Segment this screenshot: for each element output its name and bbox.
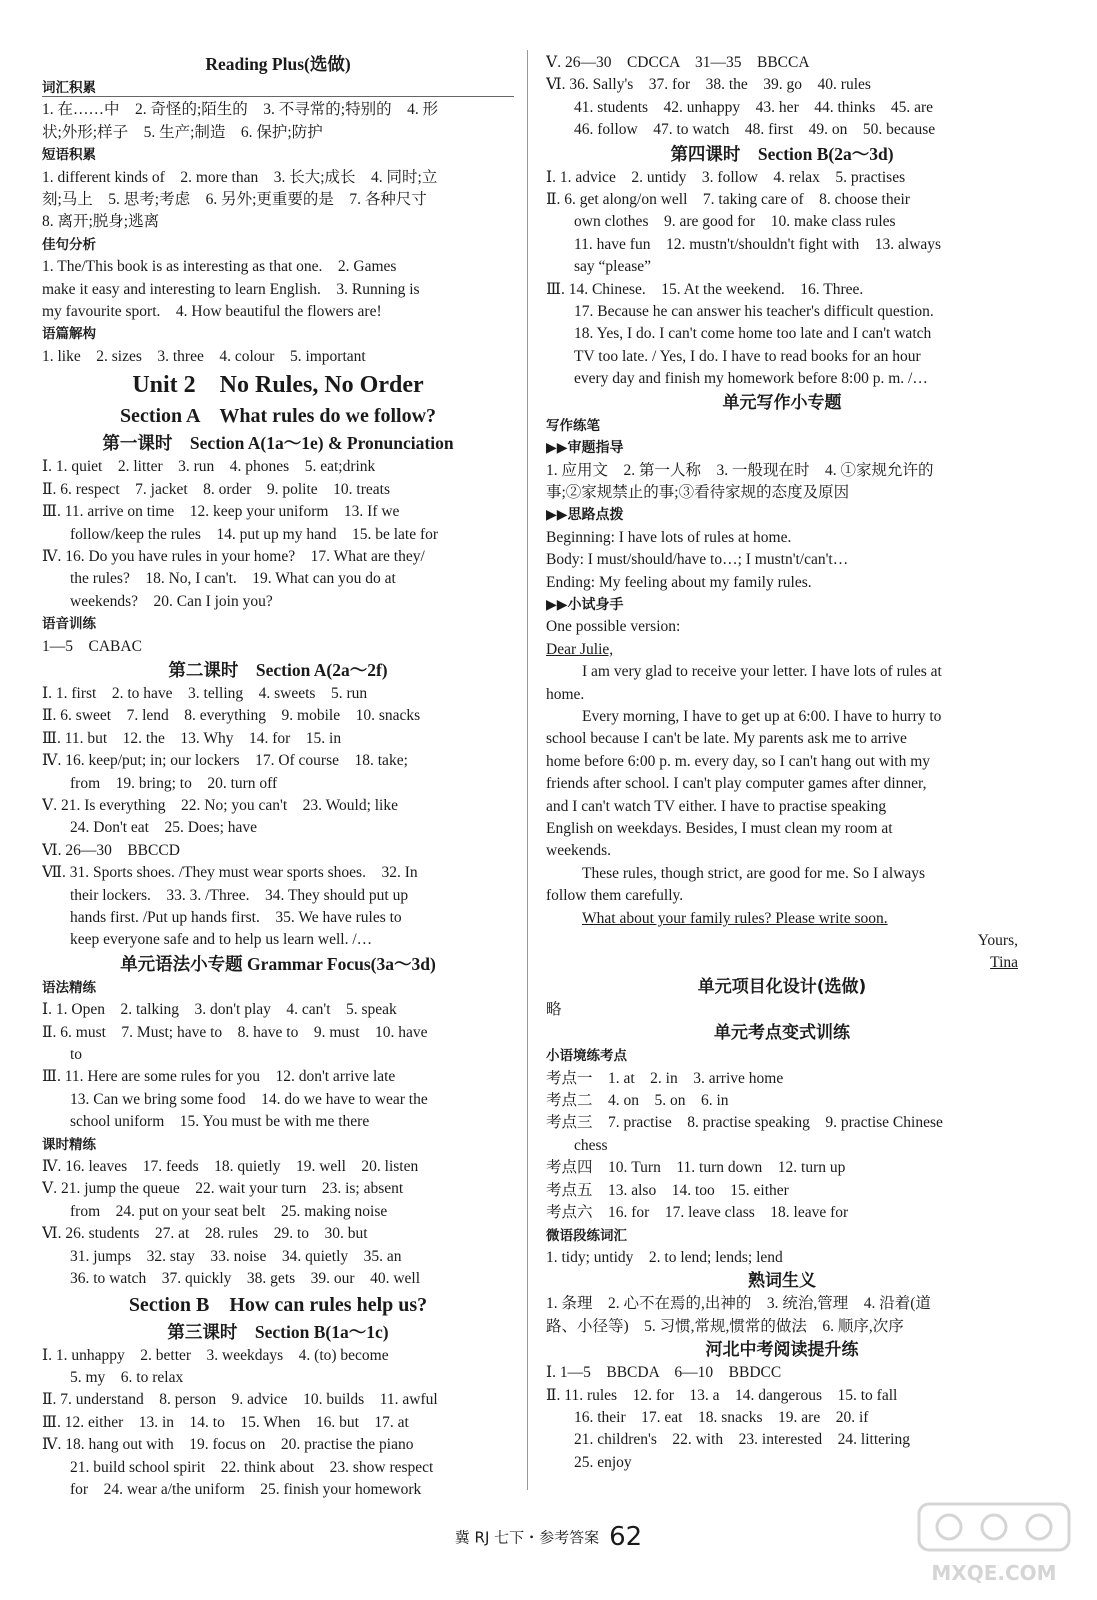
answer-line: Ⅴ. 21. jump the queue 22. wait your turn 23. is; absent xyxy=(42,1180,404,1198)
answer-line: Ⅱ. 6. must 7. Must; have to 8. have to 9. must 10. have xyxy=(42,1023,428,1041)
answer-line: Ⅳ. 16. keep/put; in; our lockers 17. Of course 18. take; xyxy=(42,752,408,770)
answer-line: I am very glad to receive your letter. I have lots of rules at xyxy=(582,663,942,681)
section-title: Section B How can rules help us? xyxy=(128,1293,428,1316)
answer-line: 16. their 17. eat 18. snacks 19. are 20. if xyxy=(574,1408,869,1426)
answer-line: Ⅵ. 26—30 BBCCD xyxy=(42,841,180,859)
answer-line: 24. Don't eat 25. Does; have xyxy=(70,819,258,837)
answer-line: friends after school. I can't play computer games after dinner, xyxy=(546,775,927,793)
section-label: 小语境练考点 xyxy=(546,1048,627,1065)
answer-line: Ⅶ. 31. Sports shoes. /They must wear sports shoes. 32. In xyxy=(42,864,418,882)
answer-line: Dear Julie, xyxy=(546,640,614,658)
page-number: 62 xyxy=(609,1522,643,1552)
answer-line: school uniform 15. You must be with me there xyxy=(70,1113,370,1131)
answer-line: 8. 离开;脱身;逃离 xyxy=(42,213,160,231)
answer-line: Ⅵ. 26. students 27. at 28. rules 29. to 30. but xyxy=(42,1225,368,1243)
answer-line: 1. 条理 2. 心不在焉的,出神的 3. 统治,管理 4. 沿着(道 xyxy=(546,1295,931,1313)
section-label: ▶▶小试身手 xyxy=(546,596,624,613)
answer-line: Yours, xyxy=(977,932,1018,950)
answer-line: One possible version: xyxy=(546,618,681,636)
section-title: Section A What rules do we follow? xyxy=(119,405,437,428)
answer-line: 考点六 16. for 17. leave class 18. leave for xyxy=(546,1204,849,1222)
section-label: ▶▶审题指导 xyxy=(546,440,624,457)
answer-line: from 24. put on your seat belt 25. making noise xyxy=(70,1202,388,1220)
lesson-heading: 单元考点变式训练 xyxy=(714,1023,850,1044)
answer-line: Every morning, I have to get up at 6:00. I have to hurry to xyxy=(582,707,942,725)
answer-line: 考点三 7. practise 8. practise speaking 9. practise Chinese xyxy=(546,1114,943,1132)
answer-line: 36. to watch 37. quickly 38. gets 39. our 40. well xyxy=(70,1270,420,1288)
answer-line: TV too late. / Yes, I do. I have to read books for an hour xyxy=(574,347,921,365)
unit-title: Unit 2 No Rules, No Order xyxy=(132,372,424,399)
answer-line: say “please” xyxy=(574,258,652,276)
answer-line: Body: I must/should/have to…; I mustn't/can't… xyxy=(546,551,849,569)
answer-line: 13. Can we bring some food 14. do we have to wear the xyxy=(70,1090,428,1108)
left-column xyxy=(42,52,514,1501)
lesson-heading: 单元项目化设计(选做) xyxy=(697,976,867,997)
answer-line: 1. The/This book is as interesting as that one. 2. Games xyxy=(42,258,397,276)
answer-line: English on weekdays. Besides, I must clean my room at xyxy=(546,820,893,837)
lesson-heading: 河北中考阅读提升练 xyxy=(705,1340,859,1361)
answer-line: 考点四 10. Turn 11. turn down 12. turn up xyxy=(546,1159,846,1177)
answer-line: Ⅴ. 26—30 CDCCA 31—35 BBCCA xyxy=(546,54,810,71)
lesson-heading: Reading Plus(选做) xyxy=(205,54,351,74)
answer-line: Ⅰ. 1—5 BBCDA 6—10 BBDCC xyxy=(546,1364,782,1382)
answer-line: and I can't watch TV either. I have to practise speaking xyxy=(546,797,887,815)
answer-line: Ⅰ. 1. first 2. to have 3. telling 4. sweets 5. run xyxy=(42,684,368,702)
section-label: 微语段练词汇 xyxy=(546,1227,627,1244)
answer-line: Ⅲ. 12. either 13. in 14. to 15. When 16. but 17. at xyxy=(42,1413,409,1431)
answer-line: Tina xyxy=(990,954,1018,972)
answer-line: Ⅵ. 36. Sally's 37. for 38. the 39. go 40. rules xyxy=(546,76,871,94)
answer-line: every day and finish my homework before 8:00 p. m. /… xyxy=(574,370,928,388)
answer-line: own clothes 9. are good for 10. make class rules xyxy=(574,213,896,231)
answer-line: 25. enjoy xyxy=(574,1453,632,1471)
answer-line: Ⅲ. 11. arrive on time 12. keep your uniform 13. If we xyxy=(42,503,400,521)
answer-line: Ⅰ. 1. Open 2. talking 3. don't play 4. can't 5. speak xyxy=(42,1001,397,1019)
answer-line: 17. Because he can answer his teacher's difficult question. xyxy=(574,303,934,321)
answer-line: weekends. xyxy=(546,842,611,860)
answer-line: 1. 在……中 2. 奇怪的;陌生的 3. 不寻常的;特别的 4. 形 xyxy=(42,101,439,119)
answer-line: 41. students 42. unhappy 43. her 44. thinks 45. are xyxy=(574,98,934,116)
section-label: ▶▶思路点拨 xyxy=(546,507,624,524)
answer-line: 1. like 2. sizes 3. three 4. colour 5. important xyxy=(42,347,366,365)
answer-line: What about your family rules? Please write soon. xyxy=(582,909,888,927)
answer-line: 路、小径等) 5. 习惯,常规,惯常的做法 6. 顺序,次序 xyxy=(546,1317,904,1335)
answer-line: Ⅱ. 6. get along/on well 7. taking care of 8. choose their xyxy=(546,191,910,209)
answer-line: from 19. bring; to 20. turn off xyxy=(70,774,278,792)
answer-line: Ⅳ. 16. leaves 17. feeds 18. quietly 19. well 20. listen xyxy=(42,1158,419,1176)
answer-line: hands first. /Put up hands first. 35. We have rules to xyxy=(70,909,402,926)
answer-line: 46. follow 47. to watch 48. first 49. on 50. because xyxy=(574,121,936,139)
answer-line: 1. different kinds of 2. more than 3. 长大;成长 4. 同时;立 xyxy=(42,168,438,186)
section-label: 短语积累 xyxy=(42,147,96,164)
answer-line: 21. children's 22. with 23. interested 24. littering xyxy=(574,1431,910,1449)
watermark-text: MXQE.COM xyxy=(931,1561,1057,1585)
answer-line: 刻;马上 5. 思考;考虑 6. 另外;更重要的是 7. 各种尺寸 xyxy=(42,191,427,209)
answer-line: for 24. wear a/the uniform 25. finish your homework xyxy=(70,1480,422,1498)
answer-line: Ⅰ. 1. quiet 2. litter 3. run 4. phones 5. eat;drink xyxy=(42,458,376,476)
answer-line: Ⅰ. 1. advice 2. untidy 3. follow 4. relax 5. practises xyxy=(546,168,906,186)
answer-line: make it easy and interesting to learn English. 3. Running is xyxy=(42,280,420,298)
section-label: 词汇积累 xyxy=(42,80,96,96)
answer-line: chess xyxy=(574,1136,608,1154)
answer-line: Ⅳ. 16. Do you have rules in your home? 17. What are they/ xyxy=(42,547,425,565)
answer-line: Ⅱ. 11. rules 12. for 13. a 14. dangerous 15. to fall xyxy=(546,1386,898,1404)
answer-line: Ⅱ. 6. respect 7. jacket 8. order 9. polite 10. treats xyxy=(42,480,390,498)
answer-line: home before 6:00 p. m. every day, so I can't hang out with my xyxy=(546,752,931,770)
answer-line: Ⅲ. 11. but 12. the 13. Why 14. for 15. in xyxy=(42,729,342,747)
answer-line: keep everyone safe and to help us learn well. /… xyxy=(70,931,373,949)
answer-line: These rules, though strict, are good for me. So I always xyxy=(582,864,926,882)
lesson-heading: 单元语法小专题 Grammar Focus(3a～3d) xyxy=(120,953,436,974)
answer-line: Ⅳ. 18. hang out with 19. focus on 20. practise the piano xyxy=(42,1436,414,1454)
answer-line: Ⅲ. 14. Chinese. 15. At the weekend. 16. Three. xyxy=(546,280,864,298)
answer-line: 11. have fun 12. mustn't/shouldn't fight with 13. always xyxy=(574,235,942,253)
watermark-logo xyxy=(889,1500,1079,1590)
lesson-heading: 第二课时 Section A(2a～2f) xyxy=(168,659,388,680)
answer-line: Ⅴ. 21. Is everything 22. No; you can't 23. Would; like xyxy=(42,796,398,814)
answer-line: Ⅰ. 1. unhappy 2. better 3. weekdays 4. (to) become xyxy=(42,1346,389,1364)
answer-line: 5. my 6. to relax xyxy=(70,1368,184,1386)
answer-line: 1. tidy; untidy 2. to lend; lends; lend xyxy=(546,1248,783,1266)
answer-line: 18. Yes, I do. I can't come home too late and I can't watch xyxy=(574,325,932,343)
lesson-heading: 第四课时 Section B(2a～3d) xyxy=(670,143,894,164)
answer-line: 1—5 CABAC xyxy=(42,637,142,655)
lesson-heading: 熟词生义 xyxy=(748,1271,816,1292)
answer-line: the rules? 18. No, I can't. 19. What can you do at xyxy=(70,570,396,588)
answer-line: 考点一 1. at 2. in 3. arrive home xyxy=(546,1069,784,1087)
answer-line: 考点二 4. on 5. on 6. in xyxy=(546,1092,729,1110)
answer-line: 31. jumps 32. stay 33. noise 34. quietly 35. an xyxy=(70,1247,402,1265)
answer-line: home. xyxy=(546,685,585,703)
answer-line: Ⅱ. 7. understand 8. person 9. advice 10. builds 11. awful xyxy=(42,1391,438,1409)
answer-line: 状;外形;样子 5. 生产;制造 6. 保护;防护 xyxy=(42,123,323,141)
answer-line: 事;②家规禁止的事;③看待家规的态度及原因 xyxy=(546,483,850,501)
lesson-heading: 第三课时 Section B(1a～1c) xyxy=(167,1321,389,1342)
answer-line: Ⅱ. 6. sweet 7. lend 8. everything 9. mobile 10. snacks xyxy=(42,707,421,725)
answer-line: their lockers. 33. 3. /Three. 34. They should put up xyxy=(70,886,409,904)
answer-line: 1. 应用文 2. 第一人称 3. 一般现在时 4. ①家规允许的 xyxy=(546,461,934,479)
section-label: 语篇解构 xyxy=(42,326,96,343)
answer-line: follow them carefully. xyxy=(546,887,684,905)
lesson-heading: 单元写作小专题 xyxy=(722,392,842,413)
answer-line: 21. build school spirit 22. think about 23. show respect xyxy=(70,1458,434,1476)
footer-label: 冀 RJ 七下・参考答案 xyxy=(454,1528,600,1547)
answer-line: weekends? 20. Can I join you? xyxy=(70,592,273,610)
section-label: 写作练笔 xyxy=(546,417,600,434)
section-label: 课时精练 xyxy=(42,1136,96,1153)
column-divider xyxy=(527,50,528,1490)
answer-line: follow/keep the rules 14. put up my hand 15. be late for xyxy=(70,525,439,543)
answer-line: school because I can't be late. My parents ask me to arrive xyxy=(546,730,907,748)
right-column xyxy=(546,52,1018,1474)
answer-line: Ending: My feeling about my family rules. xyxy=(546,573,812,591)
answer-line: to xyxy=(70,1046,83,1064)
lesson-heading: 第一课时 Section A(1a～1e) & Pronunciation xyxy=(102,433,454,454)
section-label: 语法精练 xyxy=(42,979,96,996)
answer-line: 考点五 13. also 14. too 15. either xyxy=(546,1181,789,1199)
answer-line: Beginning: I have lots of rules at home. xyxy=(546,528,792,546)
answer-line: 略 xyxy=(546,1000,562,1018)
section-label: 语音训练 xyxy=(42,616,96,633)
section-label: 佳句分析 xyxy=(42,236,96,253)
answer-line: Ⅲ. 11. Here are some rules for you 12. don't arrive late xyxy=(42,1068,396,1086)
answer-line: my favourite sport. 4. How beautiful the flowers are! xyxy=(42,303,382,321)
